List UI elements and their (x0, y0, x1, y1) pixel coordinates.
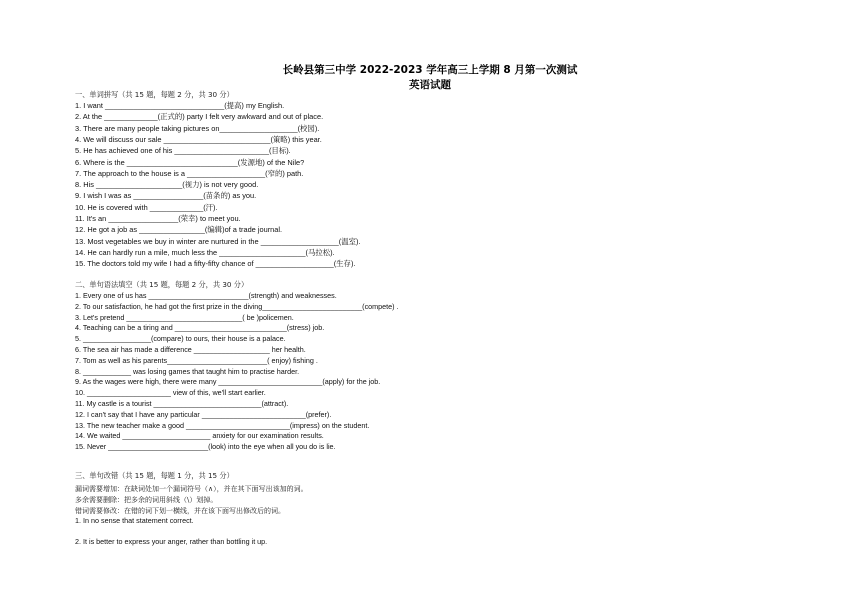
instruction-line: 多余需要删除：把多余的词用斜线（\）划掉。 (75, 496, 218, 504)
section-heading: 二、单句语法填空（共 15 题，每题 2 分，共 30 分） (75, 280, 249, 289)
question-item: 7. The approach to the house is a ___________________(窄的) path. (75, 168, 304, 178)
document-subtitle: 英语试题 (409, 79, 451, 91)
question-item: 3. There are many people taking pictures on___________________(校园). (75, 123, 320, 133)
question-item: 9. I wish I was as _________________(苗条的) as you. (75, 191, 257, 201)
question-item: 13. The new teacher make a good __________________________(impress) on the student. (75, 420, 370, 430)
question-item: 5. _________________(compare) to ours, their house is a palace. (75, 334, 286, 344)
question-item: 15. The doctors told my wife I had a fifty-fifty chance of ___________________(生存). (75, 259, 356, 269)
question-item: 9. As the wages were high, there were many __________________________(apply) for the job. (75, 377, 381, 387)
question-item: 10. He is covered with _____________(汗). (75, 202, 218, 212)
question-item: 10. _____________________ view of this, we'll start earlier. (75, 388, 266, 398)
question-item: 14. We waited ______________________ anxiety for our examination results. (75, 431, 324, 441)
question-item: 2. It is better to express your anger, rather than bottling it up. (75, 537, 268, 546)
instruction-line: 错词需要修改：在错的词下划一横线，并在该下面写出修改后的词。 (75, 507, 285, 515)
question-item: 2. To our satisfaction, he had got the first prize in the diving_________________________(compete) . (75, 301, 399, 311)
question-item: 1. Every one of us has _________________________(strength) and weaknesses. (75, 291, 337, 300)
question-item: 12. I can't say that I have any particular __________________________(prefer). (75, 409, 332, 419)
section-heading: 一、单词拼写（共 15 题，每题 2 分，共 30 分） (75, 90, 234, 99)
question-item: 5. He has achieved one of his _______________________(目标). (75, 146, 291, 156)
question-item: 15. Never _________________________(look) into the eye when all you do is lie. (75, 442, 336, 452)
question-item: 7. Tom as well as his parents_________________________( enjoy) fishing . (75, 355, 318, 365)
question-item: 1. In no sense that statement correct. (75, 516, 194, 525)
document-title: 长岭县第三中学 2022-2023 学年高三上学期 8 月第一次测试 (282, 64, 578, 76)
question-item: 4. Teaching can be a tiring and ____________________________(stress) job. (75, 323, 325, 333)
question-item: 6. Where is the ___________________________(发源地) of the Nile? (75, 157, 305, 167)
question-item: 4. We will discuss our sale __________________________(策略) this year. (75, 134, 322, 144)
question-item: 8. ____________ was losing games that taught him to practise harder. (75, 366, 300, 376)
question-item: 8. His _____________________(视力) is not very good. (75, 180, 259, 190)
question-item: 11. My castle is a tourist ___________________________(attract). (75, 399, 289, 408)
instruction-line: 漏词需要增加：在缺词处加一个漏词符号（∧），并在其下面写出该加的词。 (75, 485, 308, 493)
question-item: 13. Most vegetables we buy in winter are nurtured in the ___________________(温室). (75, 236, 361, 246)
question-item: 6. The sea air has made a difference ___________________ her health. (75, 345, 306, 354)
question-item: 2. At the _____________(正式的) party I felt very awkward and out of place. (75, 112, 324, 122)
question-item: 1. I want _____________________________(提高) my English. (75, 101, 285, 110)
question-item: 11. It's an _________________(荣幸) to meet you. (75, 214, 241, 223)
question-item: 12. He got a job as ________________(编辑)of a trade journal. (75, 225, 283, 235)
question-item: 14. He can hardly run a mile, much less the _____________________(马拉松). (75, 247, 335, 257)
section-heading: 三、单句改错（共 15 题，每题 1 分，共 15 分） (75, 471, 234, 480)
question-item: 3. Let's pretend _____________________________( be )policemen. (75, 312, 294, 322)
